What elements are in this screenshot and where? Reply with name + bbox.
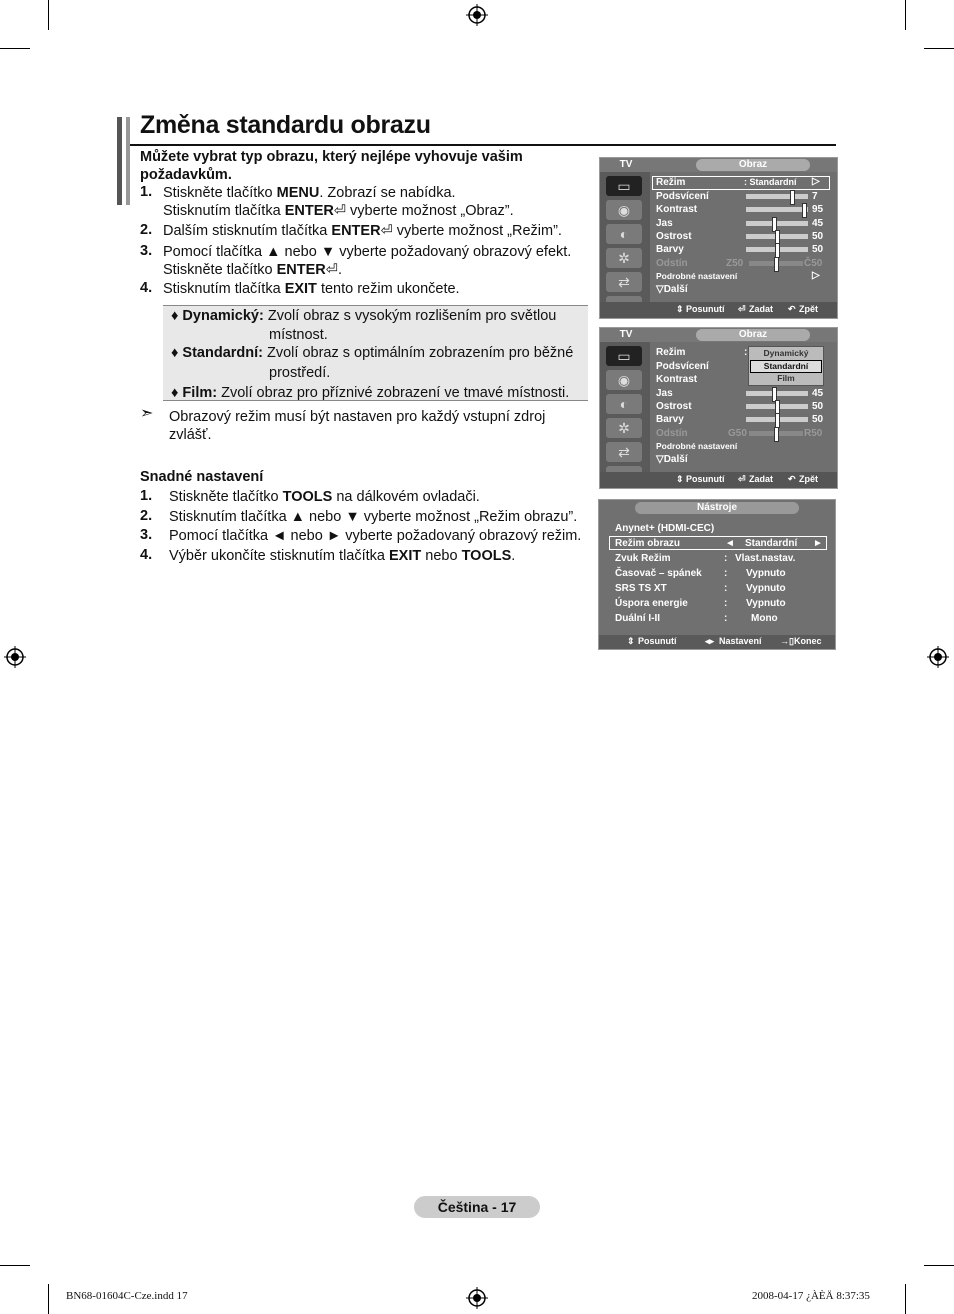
osd-picture-menu xyxy=(599,157,838,319)
right-arrow-icon: ▷ xyxy=(812,270,820,281)
dropdown-option-dynamic[interactable]: Dynamický xyxy=(763,348,809,358)
tools-row-sound-mode[interactable]: Zvuk Režim xyxy=(615,553,671,564)
footer-enter: Zadat xyxy=(749,474,774,484)
page-title: Změna standardu obrazu xyxy=(140,111,431,139)
step-number: 2. xyxy=(140,222,153,238)
sound-icon[interactable]: ◉ xyxy=(606,200,642,220)
move-icon: ⇕ xyxy=(627,636,635,646)
setup-icon[interactable]: ✲ xyxy=(606,248,642,268)
step-number: 1. xyxy=(140,184,153,200)
osd-row-sharpness[interactable]: Ostrost xyxy=(656,401,692,412)
osd-value-sharpness: 50 xyxy=(812,401,824,412)
tools-row-anynet[interactable]: Anynet+ (HDMI-CEC) xyxy=(615,523,715,534)
osd-tv-label: TV xyxy=(619,159,633,170)
tools-row-srs[interactable]: SRS TS XT xyxy=(615,583,667,594)
registration-mark-bottom xyxy=(466,1287,488,1309)
step-3-line-2: Stiskněte tlačítko ENTER⏎. xyxy=(163,262,342,278)
mode-standard: ♦ Standardní: Zvolí obraz s optimálním zobrazením pro běžné xyxy=(171,345,574,361)
tools-row-energy[interactable]: Úspora energie xyxy=(615,598,688,609)
osd-slider-brightness[interactable] xyxy=(746,221,808,226)
note-line-1: Obrazový režim musí být nastaven pro každý vstupní zdroj xyxy=(169,409,546,425)
print-footer-left: BN68-01604C-Cze.indd 17 xyxy=(66,1290,188,1302)
osd-tint-right: Č50 xyxy=(804,258,823,269)
osd-header: Obraz xyxy=(696,329,810,341)
note-icon: ➣ xyxy=(140,405,154,422)
osd-sidebar xyxy=(600,172,650,302)
page-number-badge: Čeština - 17 xyxy=(414,1196,540,1218)
tools-colon: : xyxy=(724,583,728,594)
osd-colon: : xyxy=(744,347,748,358)
channel-icon[interactable]: ◐ xyxy=(606,224,642,244)
step-2-line-1: Dalším stisknutím tlačítka ENTER⏎ vyberte možnost „Režim”. xyxy=(163,223,562,239)
registration-mark-left xyxy=(4,646,26,668)
tools-row-sleep-timer[interactable]: Časovač – spánek xyxy=(615,568,702,579)
easy-step-3: Pomocí tlačítka ◄ nebo ► vyberte požadovaný obrazový režim. xyxy=(169,528,582,544)
osd-row-backlight[interactable]: Podsvícení xyxy=(656,361,709,372)
return-icon: ↶ xyxy=(788,304,796,314)
step-number: 1. xyxy=(140,488,153,504)
move-icon: ⇕ xyxy=(676,474,684,484)
adjust-icon: ◂▸ xyxy=(705,636,715,646)
osd-picture-mode-dropdown xyxy=(599,327,838,489)
tools-colon: : xyxy=(724,568,728,579)
osd-footer xyxy=(600,472,837,488)
osd-mode-value: : Standardní xyxy=(744,177,797,187)
osd-slider-brightness[interactable] xyxy=(746,391,808,396)
osd-value-color: 50 xyxy=(812,414,824,425)
osd-tint-right: R50 xyxy=(804,428,823,439)
intro-text: Můžete vybrat typ obrazu, který nejlépe vyhovuje vašim požadavkům. xyxy=(140,149,523,183)
osd-slider-tint xyxy=(749,431,803,436)
enter-icon: ⏎ xyxy=(333,203,346,219)
tools-value-sleep-timer: Vypnuto xyxy=(746,568,786,579)
setup-icon[interactable]: ✲ xyxy=(606,418,642,438)
note-line-2: zvlášť. xyxy=(169,427,212,443)
right-arrow-icon[interactable]: ► xyxy=(813,538,823,549)
footer-exit: Konec xyxy=(794,636,822,646)
osd-row-contrast[interactable]: Kontrast xyxy=(656,204,698,215)
step-1-line-2: Stisknutím tlačítka ENTER⏎ vyberte možnost „Obraz”. xyxy=(163,203,514,219)
osd-tint-left: Z50 xyxy=(726,258,744,269)
step-number: 4. xyxy=(140,547,153,563)
mode-standard-cont: prostředí. xyxy=(269,365,331,381)
osd-value-sharpness: 50 xyxy=(812,231,824,242)
osd-value-brightness: 45 xyxy=(812,388,824,399)
title-accent-bar xyxy=(117,117,122,205)
mode-dynamic: ♦ Dynamický: Zvolí obraz s vysokým rozlišením pro světlou xyxy=(171,308,557,324)
mode-dropdown[interactable] xyxy=(748,346,824,386)
registration-mark-top xyxy=(466,4,488,26)
easy-step-4: Výběr ukončíte stisknutím tlačítka EXIT nebo TOOLS. xyxy=(169,548,516,564)
tools-footer xyxy=(599,635,835,649)
tools-value-sound-mode: Vlast.nastav. xyxy=(735,553,796,564)
step-3-line-1: Pomocí tlačítka ▲ nebo ▼ vyberte požadovaný obrazový efekt. xyxy=(163,244,572,260)
tools-value-dual: Mono xyxy=(751,613,778,624)
print-footer-right: 2008-04-17 ¿ÀÈÄ 8:37:35 xyxy=(752,1290,870,1302)
tools-value-picture-mode: Standardní xyxy=(745,538,798,549)
tools-row-picture-mode[interactable]: Režim obrazu xyxy=(615,538,681,549)
input-icon[interactable]: ⇄ xyxy=(606,442,642,462)
easy-step-1: Stiskněte tlačítko TOOLS na dálkovém ovladači. xyxy=(169,489,480,505)
tools-colon: : xyxy=(724,598,728,609)
footer-move: Posunutí xyxy=(638,636,677,646)
footer-return: Zpět xyxy=(799,304,818,314)
return-icon: ↶ xyxy=(788,474,796,484)
osd-slider-backlight[interactable] xyxy=(746,194,808,199)
easy-step-2: Stisknutím tlačítka ▲ nebo ▼ vyberte možnost „Režim obrazu”. xyxy=(169,509,578,525)
osd-slider-tint xyxy=(749,261,803,266)
osd-row-backlight[interactable]: Podsvícení xyxy=(656,191,709,202)
step-4-line-1: Stisknutím tlačítka EXIT tento režim ukončete. xyxy=(163,281,460,297)
osd-row-brightness[interactable]: Jas xyxy=(656,218,673,229)
osd-row-sharpness[interactable]: Ostrost xyxy=(656,231,692,242)
step-number: 3. xyxy=(140,243,153,259)
enter-icon: ⏎ xyxy=(738,304,746,314)
input-icon[interactable]: ⇄ xyxy=(606,272,642,292)
footer-adjust: Nastavení xyxy=(719,636,762,646)
osd-sidebar xyxy=(600,342,650,472)
osd-row-tint: Odstín xyxy=(656,258,688,269)
channel-icon[interactable]: ◐ xyxy=(606,394,642,414)
osd-row-mode[interactable]: Režim xyxy=(656,177,686,188)
title-divider xyxy=(130,144,836,146)
osd-header: Obraz xyxy=(696,159,810,171)
osd-slider-color[interactable] xyxy=(746,247,808,252)
osd-row-more[interactable]: ▽Další xyxy=(656,284,688,295)
footer-enter: Zadat xyxy=(749,304,774,314)
dropdown-option-standard[interactable]: Standardní xyxy=(750,360,822,373)
osd-footer xyxy=(600,302,837,318)
step-1-line-1: Stiskněte tlačítko MENU. Zobrazí se nabídka. xyxy=(163,185,456,201)
tools-colon: : xyxy=(724,613,728,624)
footer-return: Zpět xyxy=(799,474,818,484)
osd-slider-sharpness[interactable] xyxy=(746,404,808,409)
osd-row-more[interactable]: ▽Další xyxy=(656,454,688,465)
picture-icon[interactable]: ▭ xyxy=(606,346,642,366)
osd-row-mode[interactable]: Režim xyxy=(656,347,686,358)
enter-icon: ⏎ xyxy=(738,474,746,484)
osd-tint-left: G50 xyxy=(728,428,747,439)
osd-value-backlight: 7 xyxy=(812,191,818,202)
osd-row-color[interactable]: Barvy xyxy=(656,244,684,255)
picture-icon[interactable]: ▭ xyxy=(606,176,642,196)
osd-row-detail[interactable]: Podrobné nastavení xyxy=(656,271,738,281)
step-number: 4. xyxy=(140,280,153,296)
tools-value-srs: Vypnuto xyxy=(746,583,786,594)
mode-dynamic-cont: místnost. xyxy=(269,327,328,343)
tools-header: Nástroje xyxy=(635,502,799,514)
right-arrow-icon: ▷ xyxy=(812,176,820,187)
osd-row-color[interactable]: Barvy xyxy=(656,414,684,425)
osd-row-tint: Odstín xyxy=(656,428,688,439)
mode-film: ♦ Film: Zvolí obraz pro příznivé zobrazení ve tmavé místnosti. xyxy=(171,385,570,401)
step-number: 2. xyxy=(140,508,153,524)
osd-slider-contrast[interactable] xyxy=(746,207,808,212)
footer-move: Posunutí xyxy=(686,474,725,484)
osd-value-contrast: 95 xyxy=(812,204,824,215)
osd-row-brightness[interactable]: Jas xyxy=(656,388,673,399)
osd-slider-sharpness[interactable] xyxy=(746,234,808,239)
osd-slider-color[interactable] xyxy=(746,417,808,422)
osd-tv-label: TV xyxy=(619,329,633,340)
tools-value-energy: Vypnuto xyxy=(746,598,786,609)
dropdown-option-film[interactable]: Film xyxy=(777,373,795,383)
enter-icon: ⏎ xyxy=(380,223,393,239)
enter-icon: ⏎ xyxy=(325,262,338,278)
tools-row-dual[interactable]: Duální I-II xyxy=(615,613,660,624)
tools-menu xyxy=(598,499,836,650)
exit-icon: →▯ xyxy=(780,636,794,646)
move-icon: ⇕ xyxy=(676,304,684,314)
easy-setup-heading: Snadné nastavení xyxy=(140,469,264,485)
step-number: 3. xyxy=(140,527,153,543)
footer-move: Posunutí xyxy=(686,304,725,314)
osd-value-brightness: 45 xyxy=(812,218,824,229)
left-arrow-icon[interactable]: ◄ xyxy=(725,538,735,549)
osd-row-contrast[interactable]: Kontrast xyxy=(656,374,698,385)
tools-colon: : xyxy=(724,553,728,564)
osd-row-detail[interactable]: Podrobné nastavení xyxy=(656,441,738,451)
registration-mark-right xyxy=(927,646,949,668)
osd-value-color: 50 xyxy=(812,244,824,255)
sound-icon[interactable]: ◉ xyxy=(606,370,642,390)
title-accent-bar xyxy=(126,117,130,205)
